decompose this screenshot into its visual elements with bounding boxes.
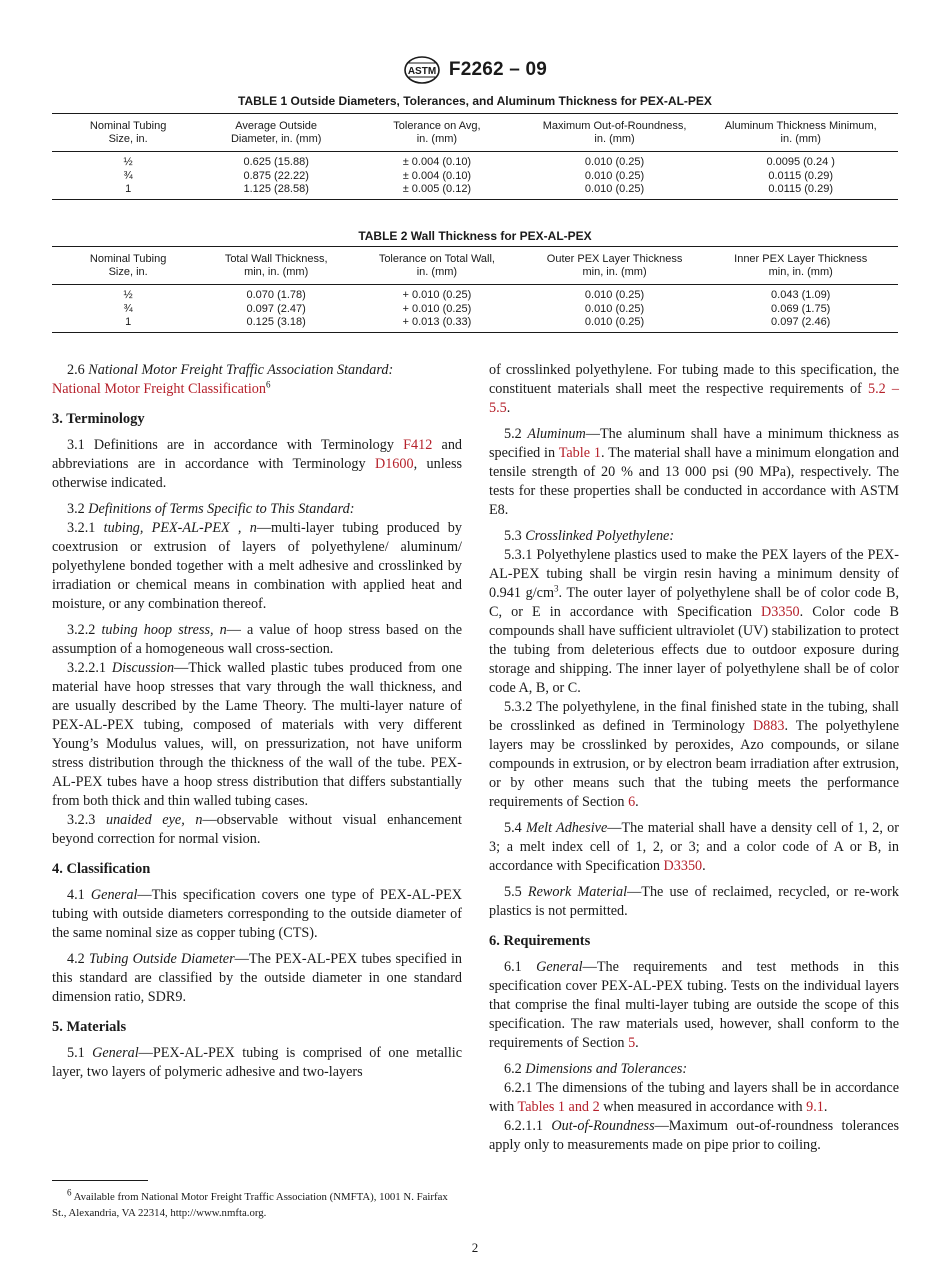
table-cell: ¾ [123,302,133,315]
table-row [52,170,898,184]
paragraph-6-2-1-1: 6.2.1.1 Out-of-Roundness—Maximum out-of-roundness tolerances apply only to measurements made on pipe prior to coiling. [489,1118,900,1153]
table-cell: ± 0.005 (0.12) [348,183,526,199]
paragraph-5-1-continued: of crosslinked polyethylene. For tubing made to this specification, the constituent materials shall meet the respective requirements of 5.2 – 5.5. [489,362,899,416]
table-cell: 0.125 (3.18) [204,316,348,332]
paragraph-3-2-1: 3.2.1 tubing, PEX-AL-PEX , n—multi-layer tubing produced by coextrusion or extrusion of layers of polyethylene/ aluminum/ polyethylene bonded together with a melt adhesive and crosslinked by irradiation or chemical means in combination with applied heat and moisture, or any combination thereof. [52,520,462,612]
table-cell: + 0.010 (0.25) [402,302,472,315]
table1-header-roundness: Maximum Out-of-Roundness, in. (mm) [526,114,704,152]
table-cell: ½ [123,289,133,301]
table-cell: 1.125 (28.58) [204,183,348,199]
table-cell: 0.0115 (0.29) [703,183,898,199]
paragraph-5-4: 5.4 Melt Adhesive—The material shall have a density cell of 1, 2, or 3; a melt index cell of 1, 2, or 3; and a color code of A or B, in accordance with Specification D3350. [489,820,899,874]
tables-link[interactable]: Tables 1 and 2 [517,1099,600,1115]
table-cell: 0.010 (0.25) [526,316,704,332]
f412-link[interactable]: F412 [403,437,433,453]
table-row [52,316,898,332]
table-row [52,152,898,170]
table2-header-inner-layer: Inner PEX Layer Thickness min, in. (mm) [703,247,898,285]
table-cell: 0.0115 (0.29) [768,169,833,182]
table-cell: 0.097 (2.46) [703,316,898,332]
d883-link[interactable]: D883 [752,718,785,734]
table-cell: 0.625 (15.88) [243,156,309,168]
section-heading-materials: 5. Materials [52,1019,127,1035]
document-number: F2262 – 09 [448,59,548,80]
table-row [52,303,898,317]
table1-header-diameter: Average Outside Diameter, in. (mm) [204,114,348,152]
paragraph-5-2: 5.2 Aluminum—The aluminum shall have a minimum thickness as specified in Table 1. The material shall have a minimum elongation and tensile strength of 20 % and 13 000 psi (90 MPa), respectively. The tests for these properties shall be conducted in accordance with ASTM E8. [489,426,899,518]
page-number: 2 [471,1240,479,1255]
table-cell: ± 0.004 (0.10) [402,156,472,168]
footnote-marker: 6 [67,1187,72,1198]
table2 [52,246,898,333]
footnote-ref[interactable]: 6 [265,379,271,390]
table-cell: 0.010 (0.25) [584,302,645,315]
paragraph-5-3-1: 5.3.1 Polyethylene plastics used to make the PEX layers of the PEX-AL-PEX tubing shall be virgin resin having a minimum density of 0.941 $g/cm^3$. The outer layer of polyethylene shall be of color code B, C, or E in accordance with Specification D3350. Color code B compounds shall have sufficient ultraviolet (UV) stabilization to protect the tubing from deleterious effects due to outdoor exposure during storage and shipping. The inner layer of polyethylene shall be of color code A, B, or C. [489,547,900,696]
table-cell: 1 [52,183,204,199]
d1600-link[interactable]: D1600 [374,456,414,472]
table-cell: 0.010 (0.25) [584,156,645,168]
nmfc-link[interactable]: National Motor Freight Classification [52,381,266,397]
table-cell: 0.010 (0.25) [526,183,704,199]
paragraph-4-2: 4.2 Tubing Outside Diameter—The PEX-AL-PEX tubes specified in this standard are classified by the outside diameter in one standard dimension ratio, SDR9. [52,951,462,1005]
paragraph-6-2-1: 6.2.1 The dimensions of the tubing and layers shall be in accordance with Tables 1 and 2 when measured in accordance with 9.1. [489,1080,899,1115]
table-cell: 0.875 (22.22) [243,169,309,182]
table-cell: 0.097 (2.47) [246,302,306,315]
table1-title: TABLE 1 Outside Diameters, Tolerances, and Aluminum Thickness for PEX-AL-PEX [238,94,712,108]
astm-logo-text: ASTM [407,66,437,77]
table-cell: + 0.013 (0.33) [348,316,526,332]
page-header [0,56,950,84]
paragraph-3-2: 3.2 Definitions of Terms Specific to This Standard: [67,501,355,517]
table-cell: ½ [123,156,133,168]
table1-link[interactable]: Table 1 [558,445,601,461]
table-cell: ¾ [123,169,133,182]
section-heading-requirements: 6. Requirements [489,933,591,949]
paragraph-3-2-3: 3.2.3 unaided eye, n—observable without visual enhancement beyond correction for normal vision. [52,812,462,847]
paragraph-5-1: 5.1 General—PEX-AL-PEX tubing is comprised of one metallic layer, two layers of polymeric adhesive and two-layers [52,1045,462,1080]
table-cell: 0.010 (0.25) [584,289,645,301]
section-heading-classification: 4. Classification [52,861,151,877]
table-cell: 0.010 (0.25) [584,169,645,182]
section-heading-terminology: 3. Terminology [52,411,145,427]
paragraph-3-2-2-1: 3.2.2.1 Discussion—Thick walled plastic tubes produced from one material have hoop stresses that vary through the wall thickness, and are usually described by the Lame Theory. The multi-layer nature of PEX-AL-PEX tubing, composed of materials with very different Young’s Modulus values, will, on pressurization, not have uniform stress distribution through the thickness of the wall of the tube. PEX-AL-PEX tubes have a hoop stress distribution that differs substantially from both thick and thin walled tubing cases. [52,660,462,809]
footnote: $^6$ Available from National Motor Freight Traffic Association (NMFTA), 1001 N. Fairfax St., Alexandria, VA 22314, http://www.nmfta.org. [52,1187,448,1219]
table2-header-tolerance: Tolerance on Total Wall, in. (mm) [348,247,526,285]
table-cell: + 0.010 (0.25) [402,289,472,301]
table-cell: ± 0.004 (0.10) [402,169,472,182]
right-column [489,361,899,1155]
paragraph-6-2: 6.2 Dimensions and Tolerances: [504,1061,688,1077]
table2-header-size: Nominal Tubing Size, in. [52,247,204,285]
table2-header-total-wall: Total Wall Thickness, min, in. (mm) [204,247,348,285]
section-5-link[interactable]: 5 [628,1035,636,1051]
astm-logo-icon [403,55,441,85]
table2-title: TABLE 2 Wall Thickness for PEX-AL-PEX [358,229,592,243]
table-cell: 0.0095 (0.24 ) [766,156,835,168]
table2-header-outer-layer: Outer PEX Layer Thickness min, in. (mm) [526,247,704,285]
table1 [52,113,898,200]
paragraph-4-1: 4.1 General—This specification covers one type of PEX-AL-PEX tubing with outside diameters corresponding to the outside diameter of the same nominal size as copper tubing (CTS). [52,887,462,941]
table-row [52,183,898,199]
table-row [52,285,898,303]
section-9-1-link[interactable]: 9.1 [806,1099,824,1115]
table-cell: 0.069 (1.75) [771,302,831,315]
left-column [52,361,462,1082]
paragraph-5-3-2: 5.3.2 The polyethylene, in the final finished state in the tubing, shall be crosslinked as defined in Terminology D883. The polyethylene layers may be crosslinked by peroxides, Azo compounds, or silane compounds in extrusion, or by electron beam irradiation after extrusion, or by other means such that the tubing meets the performance requirements of Section 6. [489,699,899,810]
paragraph-6-1: 6.1 General—The requirements and test methods in this specification cover PEX-AL-PEX tubing. Tests on the individual layers that comprise the final multi-layer tubing are outside the scope of this specification. The raw materials used, however, shall conform to the requirements of Section 5. [489,959,900,1051]
paragraph-5-5: 5.5 Rework Material—The use of reclaimed, recycled, or re-work plastics is not permitted. [489,884,899,919]
section-6-link[interactable]: 6 [628,794,636,810]
footnote-divider [52,1180,148,1181]
paragraph-3-2-2: 3.2.2 tubing hoop stress, n— a value of hoop stress based on the assumption of a homogeneous wall cross-section. [52,622,463,657]
table1-header-aluminum: Aluminum Thickness Minimum, in. (mm) [703,114,898,152]
table-cell: 0.070 (1.78) [246,289,306,301]
paragraph-3-1: 3.1 Definitions are in accordance with Terminology F412 and abbreviations are in accordance with Terminology D1600, unless otherwise indicated. [52,437,463,491]
table1-header-size: Nominal Tubing Size, in. [52,114,204,152]
section-5-2-5-5-link[interactable]: 5.2 – 5.5 [489,381,899,416]
paragraph-5-3: 5.3 Crosslinked Polyethylene: [504,528,675,544]
d3350-link[interactable]: D3350 [761,604,800,620]
table1-header-tolerance: Tolerance on Avg, in. (mm) [348,114,526,152]
table-cell: 1 [52,316,204,332]
table-cell: 0.043 (1.09) [771,289,831,301]
d3350-link[interactable]: D3350 [663,858,703,874]
paragraph-2-6: 2.6 National Motor Freight Traffic Association Standard: National Motor Freight Classification$^6$ [52,362,394,397]
